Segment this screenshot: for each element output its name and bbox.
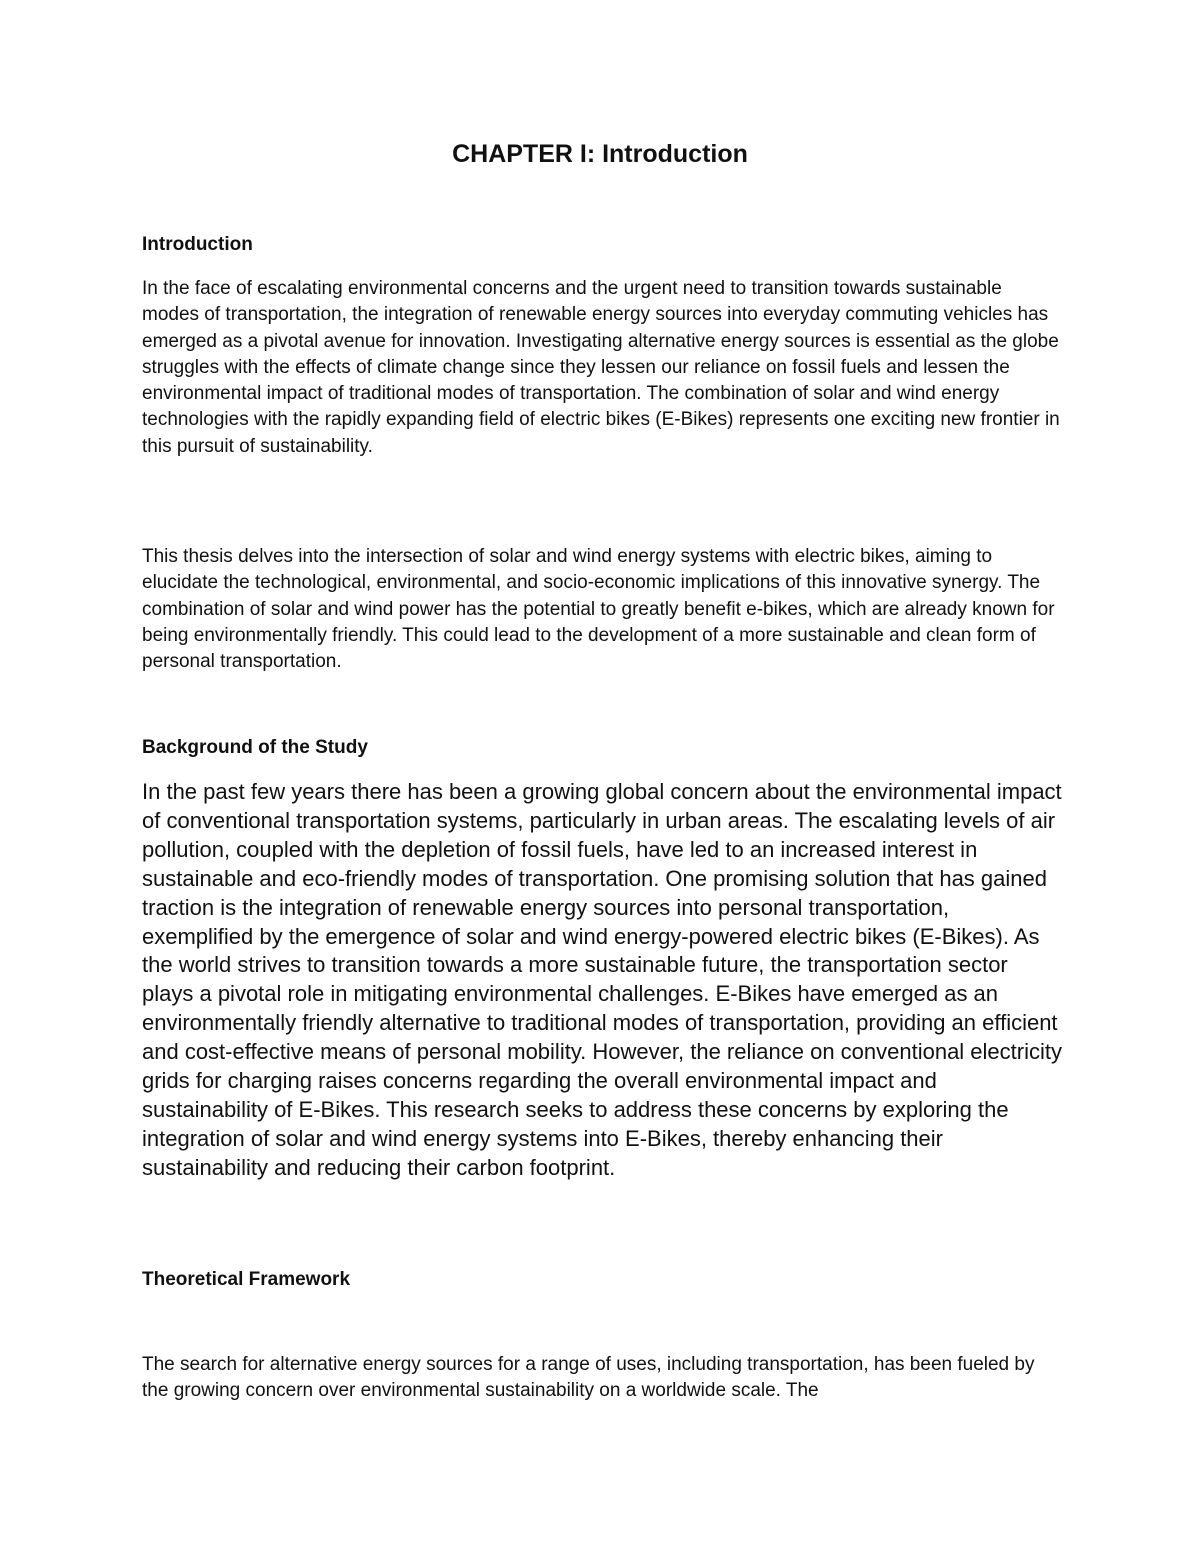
theoretical-framework-paragraph: The search for alternative energy sources for a range of uses, including transportation, has been fueled by the growing concern over environmental sustainability on a worldwide scale. The <box>142 1354 1035 1402</box>
introduction-paragraph-1: In the face of escalating environmental concerns and the urgent need to transition towards sustainable modes of transportation, the integration of renewable energy sources into everyday commuting vehicles has emerged as a pivotal avenue for innovation. Investigating alternative energy sources is essential as the globe struggles with the effects of climate change since they lessen our reliance on fossil fuels and lessen the environmental impact of traditional modes of transportation. The combination of solar and wind energy technologies with the rapidly expanding field of electric bikes (E-Bikes) represents one exciting new frontier in this pursuit of sustainability. <box>142 278 1060 457</box>
background-paragraph: In the past few years there has been a growing global concern about the environmental impact of conventional transportation systems, particularly in urban areas. The escalating levels of air pollution, coupled with the depletion of fossil fuels, have led to an increased interest in sustainable and eco-friendly modes of transportation. One promising solution that has gained traction is the integration of renewable energy sources into personal transportation, exemplified by the emergence of solar and wind energy-powered electric bikes (E-Bikes). As the world strives to transition towards a more sustainable future, the transportation sector plays a pivotal role in mitigating environmental challenges. E-Bikes have emerged as an environmentally friendly alternative to traditional modes of transportation, providing an efficient and cost-effective means of personal mobility. However, the reliance on conventional electricity grids for charging raises concerns regarding the overall environmental impact and sustainability of E-Bikes. This research seeks to address these concerns by exploring the integration of solar and wind energy systems into E-Bikes, thereby enhancing their sustainability and reducing their carbon footprint. <box>142 779 1062 1180</box>
chapter-title: CHAPTER I: Introduction <box>452 140 748 168</box>
section-heading-theoretical-framework: Theoretical Framework <box>142 1269 351 1290</box>
introduction-paragraph-2: This thesis delves into the intersection of solar and wind energy systems with electric bikes, aiming to elucidate the technological, environmental, and socio-economic implications of this innovative synergy. The combination of solar and wind power has the potential to greatly benefit e-bikes, which are already known for being environmentally friendly. This could lead to the development of a more sustainable and clean form of personal transportation. <box>142 546 1055 673</box>
section-heading-background: Background of the Study <box>142 737 368 758</box>
section-heading-introduction: Introduction <box>142 234 253 255</box>
